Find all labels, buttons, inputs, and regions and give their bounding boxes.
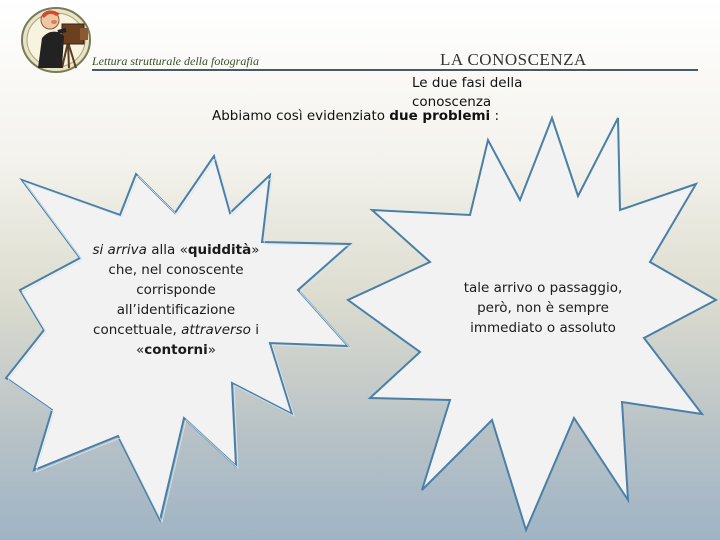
left-star-bold-1: quiddità	[187, 242, 252, 258]
left-star-text-4: » che, nel conoscente corrisponde all’identificazione concettuale,	[93, 242, 260, 338]
left-star-text	[92, 240, 260, 360]
subheading: Le due fasi della conoscenza	[412, 75, 523, 110]
intro-suffix: :	[490, 108, 500, 124]
page-title: LA CONOSCENZA	[440, 50, 587, 69]
left-star-text-2: alla «	[146, 242, 188, 258]
header-subtitle: Lettura strutturale della fotografia	[92, 54, 260, 68]
intro-prefix: Abbiamo così evidenziato	[212, 108, 390, 124]
left-star-italic-1: si arriva	[92, 242, 147, 258]
left-star-italic-2: attraverso	[181, 322, 251, 338]
left-star-bold-2: contorni	[144, 342, 208, 358]
intro-bold: due problemi	[389, 108, 491, 124]
right-star-text: tale arrivo o passaggio, però, non è sempre immediato o assoluto	[463, 280, 623, 336]
left-star-text-8: »	[207, 342, 217, 358]
left-star-text-6: i «	[135, 322, 259, 358]
